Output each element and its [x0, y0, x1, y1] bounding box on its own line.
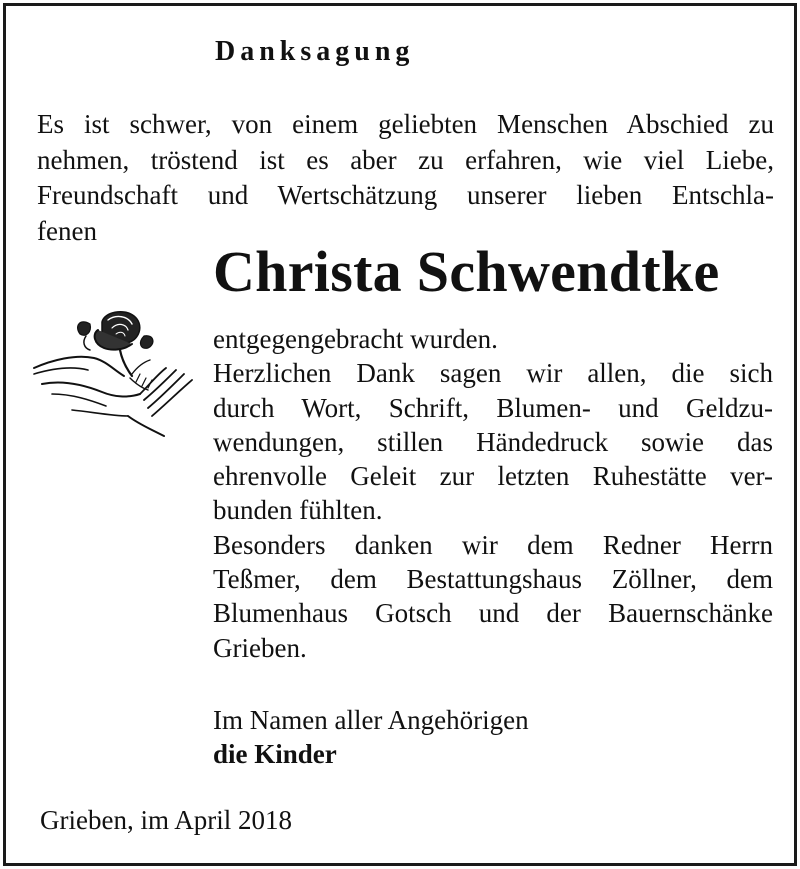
body-line: Herzlichen Dank sagen wir allen, die sich	[213, 358, 773, 389]
thanks-paragraph	[213, 322, 773, 665]
place-date: Grieben, im April 2018	[40, 805, 292, 835]
body-line: ehrenvolle Geleit zur letzten Ruhestätte ver-	[213, 461, 773, 492]
intro-line: nehmen, tröstend ist es aber zu erfahren, wie viel Liebe,	[37, 144, 774, 175]
notice-title: Danksagung	[215, 36, 415, 67]
signature-block	[213, 703, 529, 771]
signature-name: die Kinder	[213, 739, 337, 769]
body-line: wendungen, stillen Händedruck sowie das	[213, 426, 773, 457]
body-line: durch Wort, Schrift, Blumen- und Geldzu-	[213, 392, 773, 423]
body-line: Grieben.	[213, 632, 307, 663]
notice-frame	[3, 3, 797, 866]
deceased-name: Christa Schwendtke	[213, 239, 720, 304]
intro-line: fenen	[37, 215, 97, 246]
signature-line: Im Namen aller Angehörigen	[213, 705, 529, 735]
body-line: Blumenhaus Gotsch und der Bauernschänke	[213, 598, 773, 629]
body-line: bunden fühlten.	[213, 495, 383, 526]
intro-paragraph	[37, 107, 774, 249]
body-line: Besonders danken wir dem Redner Herrn	[213, 529, 773, 560]
rose-in-hands-icon	[32, 304, 198, 438]
body-line: Teßmer, dem Bestattungshaus Zöllner, dem	[213, 564, 773, 595]
body-line: entgegengebracht wurden.	[213, 324, 498, 354]
intro-line: Es ist schwer, von einem geliebten Menschen Abschied zu	[37, 109, 774, 139]
intro-line: Freundschaft und Wertschätzung unserer lieben Entschla-	[37, 180, 774, 210]
